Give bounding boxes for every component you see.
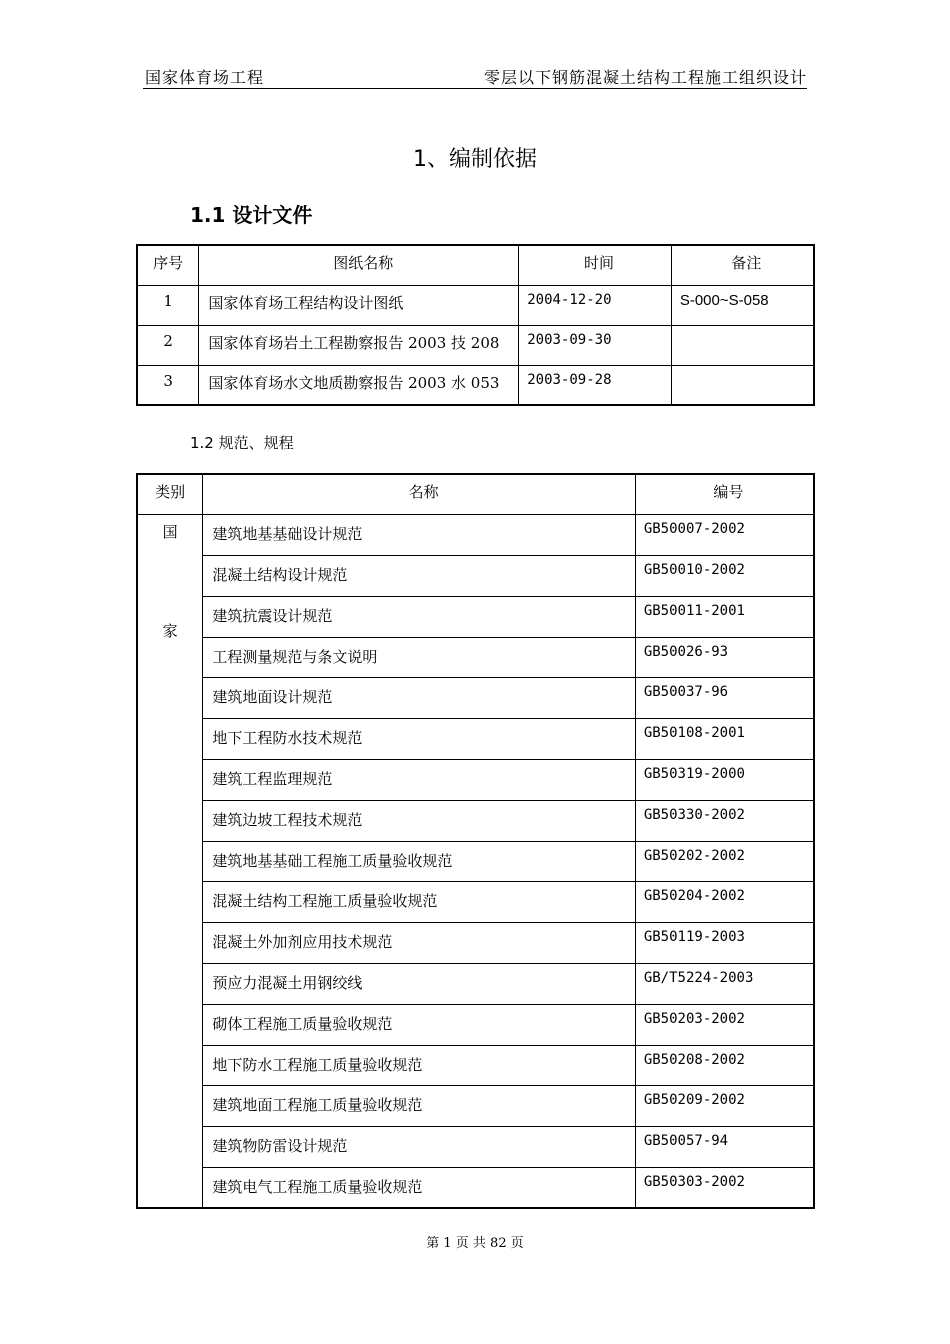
table-row <box>137 285 814 325</box>
header-document-title: 零层以下钢筋混凝土结构工程施工组织设计 <box>483 68 807 87</box>
cell-standard-code: GB50319-2000 <box>635 760 814 801</box>
cell-standard-name: 砌体工程施工质量验收规范 <box>203 1004 636 1045</box>
table-row <box>137 1004 814 1045</box>
cell-note <box>671 325 814 365</box>
cell-standard-name: 建筑电气工程施工质量验收规范 <box>203 1168 636 1209</box>
table-row <box>137 923 814 964</box>
table-row <box>137 515 814 556</box>
cell-note <box>671 365 814 405</box>
category-char: 家 <box>162 622 178 641</box>
cell-standard-code: GB50204-2002 <box>635 882 814 923</box>
cell-standard-name: 建筑抗震设计规范 <box>203 596 636 637</box>
cell-standard-name: 地下工程防水技术规范 <box>203 719 636 760</box>
table-row <box>137 882 814 923</box>
cell-standard-name: 建筑地面设计规范 <box>203 678 636 719</box>
cell-note: S-000~S-058 <box>671 285 814 325</box>
table-row <box>137 719 814 760</box>
cell-standard-name: 建筑工程监理规范 <box>203 760 636 801</box>
cell-standard-name: 混凝土结构工程施工质量验收规范 <box>203 882 636 923</box>
section-title: 1、编制依据 <box>413 147 537 172</box>
cell-standard-code: GB50119-2003 <box>635 923 814 964</box>
cell-standard-name: 建筑物防雷设计规范 <box>203 1127 636 1168</box>
cell-standard-code: GB50303-2002 <box>635 1168 814 1209</box>
cell-standard-code: GB50108-2001 <box>635 719 814 760</box>
cell-standard-code: GB50202-2002 <box>635 841 814 882</box>
standards-table-body <box>137 515 814 1209</box>
cell-standard-code: GB50007-2002 <box>635 515 814 556</box>
table-row <box>137 325 814 365</box>
table-row <box>137 365 814 405</box>
cell-standard-code: GB50208-2002 <box>635 1045 814 1086</box>
cell-standard-name: 建筑边坡工程技术规范 <box>203 800 636 841</box>
column-header-note: 备注 <box>671 245 814 285</box>
cell-date: 2004-12-20 <box>519 285 672 325</box>
table-row <box>137 964 814 1005</box>
table-row <box>137 596 814 637</box>
table-row <box>137 1168 814 1209</box>
cell-standard-name: 地下防水工程施工质量验收规范 <box>203 1045 636 1086</box>
standards-table <box>136 473 815 1209</box>
cell-standard-code: GB50011-2001 <box>635 596 814 637</box>
cell-standard-code: GB50203-2002 <box>635 1004 814 1045</box>
cell-category <box>137 515 203 1209</box>
cell-standard-code: GB50330-2002 <box>635 800 814 841</box>
subsection-title-design-documents: 1.1 设计文件 <box>190 203 313 227</box>
column-header-code: 编号 <box>635 474 814 515</box>
column-header-date: 时间 <box>519 245 672 285</box>
subsection-title-standards: 1.2 规范、规程 <box>190 434 294 452</box>
table-row <box>137 678 814 719</box>
cell-no: 2 <box>137 325 199 365</box>
cell-standard-name: 工程测量规范与条文说明 <box>203 637 636 678</box>
table-row <box>137 1127 814 1168</box>
column-header-category: 类别 <box>137 474 203 515</box>
cell-standard-code: GB50057-94 <box>635 1127 814 1168</box>
table-row <box>137 1045 814 1086</box>
cell-drawing-name: 国家体育场水文地质勘察报告 2003 水 053 <box>199 365 519 405</box>
cell-standard-name: 预应力混凝土用钢绞线 <box>203 964 636 1005</box>
page-header <box>143 62 807 89</box>
cell-standard-code: GB50209-2002 <box>635 1086 814 1127</box>
design-documents-table <box>136 244 815 406</box>
table-row <box>137 760 814 801</box>
header-project-name: 国家体育场工程 <box>145 68 265 87</box>
table-row <box>137 1086 814 1127</box>
cell-standard-name: 建筑地基基础设计规范 <box>203 515 636 556</box>
column-header-no: 序号 <box>137 245 199 285</box>
category-char: 国 <box>162 523 178 542</box>
table-row <box>137 841 814 882</box>
table-header-row <box>137 474 814 515</box>
cell-no: 3 <box>137 365 199 405</box>
table-row <box>137 637 814 678</box>
cell-standard-name: 混凝土结构设计规范 <box>203 556 636 597</box>
column-header-name: 名称 <box>203 474 636 515</box>
cell-date: 2003-09-30 <box>519 325 672 365</box>
cell-standard-code: GB50037-96 <box>635 678 814 719</box>
cell-drawing-name: 国家体育场工程结构设计图纸 <box>199 285 519 325</box>
cell-standard-name: 建筑地基基础工程施工质量验收规范 <box>203 841 636 882</box>
cell-date: 2003-09-28 <box>519 365 672 405</box>
table-header-row <box>137 245 814 285</box>
cell-no: 1 <box>137 285 199 325</box>
column-header-drawing-name: 图纸名称 <box>199 245 519 285</box>
cell-standard-code: GB50026-93 <box>635 637 814 678</box>
table-row <box>137 800 814 841</box>
cell-standard-code: GB/T5224-2003 <box>635 964 814 1005</box>
cell-standard-name: 混凝土外加剂应用技术规范 <box>203 923 636 964</box>
table-row <box>137 556 814 597</box>
cell-standard-name: 建筑地面工程施工质量验收规范 <box>203 1086 636 1127</box>
page-footer: 第 1 页 共 82 页 <box>426 1236 524 1251</box>
cell-standard-code: GB50010-2002 <box>635 556 814 597</box>
cell-drawing-name: 国家体育场岩土工程勘察报告 2003 技 208 <box>199 325 519 365</box>
